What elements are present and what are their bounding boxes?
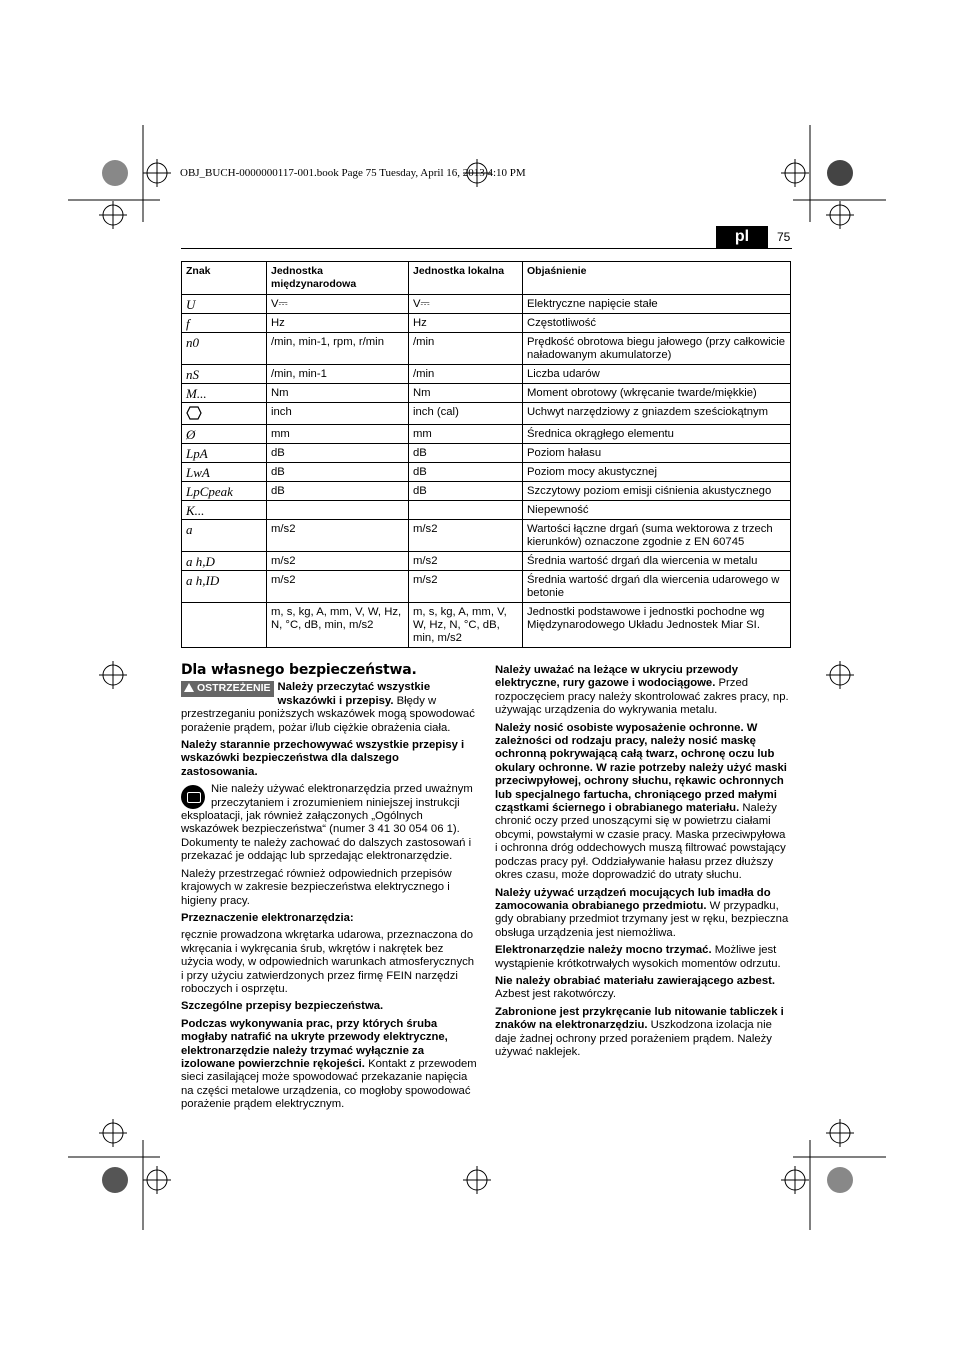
- table-row: [182, 571, 791, 603]
- table-row: [182, 365, 791, 384]
- table-cell: Poziom hałasu: [523, 444, 791, 463]
- paragraph: Należy starannie przechowywać wszystkie przepisy i wskazówki bezpieczeństwa dla dalszego zastosowania.: [181, 739, 465, 778]
- table-cell: m, s, kg, A, mm, V, W, Hz, N, °C, dB, min, m/s2: [267, 603, 409, 648]
- page-number: 75: [777, 230, 791, 244]
- table-header-cell: Objaśnienie: [523, 262, 791, 295]
- table-cell: Hz: [409, 314, 523, 333]
- table-cell: dB: [409, 444, 523, 463]
- table-cell: dB: [409, 482, 523, 501]
- table-header-row: [182, 262, 791, 295]
- table-cell: /min: [409, 365, 523, 384]
- table-cell: Niepewność: [523, 501, 791, 520]
- table-row: [182, 520, 791, 552]
- table-cell: n0: [182, 333, 267, 365]
- warning-paragraph: OSTRZEŻENIE Należy przeczytać wszystkie wskazówki i przepisy. Błędy w przestrzeganiu poniższych wskazówek mogą spowodować porażenie prądem, pożar i/lub ciężkie obrażenia ciała.: [181, 681, 475, 734]
- table-cell: nS: [182, 365, 267, 384]
- table-row: [182, 425, 791, 444]
- table-cell: dB: [267, 482, 409, 501]
- right-column: [495, 664, 791, 1063]
- language-badge: pl: [716, 226, 768, 248]
- header-rule: [181, 248, 792, 249]
- table-cell: Średnia wartość drgań dla wiercenia udarowego w betonie: [523, 571, 791, 603]
- table-row: [182, 314, 791, 333]
- table-cell: LpA: [182, 444, 267, 463]
- table-cell: m/s2: [409, 571, 523, 603]
- paragraph: Podczas wykonywania prac, przy których śruba mogłaby natrafić na ukryte przewody elektryczne, elektronarzędzie należy trzymać wyłącznie za izolowane powierzchnie rękojeści. Kontakt z przewodem sieci zasilającej może spowodować przekazanie napięcia na części metalowe urządzenia, co mogłoby spowodować porażenie prądem elektrycznym.: [181, 1017, 477, 1111]
- table-cell: mm: [267, 425, 409, 444]
- read-manual-icon: [181, 785, 205, 809]
- table-cell: m/s2: [267, 552, 409, 571]
- table-cell: m/s2: [267, 571, 409, 603]
- table-header-cell: Jednostka lokalna: [409, 262, 523, 295]
- table-cell: LpCpeak: [182, 482, 267, 501]
- table-cell: Ø: [182, 425, 267, 444]
- table-cell: mm: [409, 425, 523, 444]
- table-cell: m/s2: [409, 520, 523, 552]
- table-cell: dB: [409, 463, 523, 482]
- table-cell: Częstotliwość: [523, 314, 791, 333]
- paragraph: Należy przestrzegać również odpowiednich przepisów krajowych w zakresie bezpieczeństwa elektrycznego i higieny pracy.: [181, 867, 452, 907]
- table-cell: K...: [182, 501, 267, 520]
- table-cell: V⎓: [267, 295, 409, 314]
- table-cell: inch (cal): [409, 403, 523, 425]
- table-cell: /min, min-1: [267, 365, 409, 384]
- table-cell: /min: [409, 333, 523, 365]
- table-cell: LwA: [182, 463, 267, 482]
- warning-triangle-icon: [184, 683, 194, 692]
- table-cell: [182, 603, 267, 648]
- subheading: Szczególne przepisy bezpieczeństwa.: [181, 1000, 384, 1013]
- warning-label: OSTRZEŻENIE: [181, 681, 274, 696]
- table-row: [182, 295, 791, 314]
- table-cell: Wartości łączne drgań (suma wektorowa z trzech kierunków) oznaczone zgodnie z EN 60745: [523, 520, 791, 552]
- table-cell: [182, 403, 267, 425]
- hexagon-icon: [186, 406, 202, 420]
- paragraph: ręcznie prowadzona wkrętarka udarowa, przeznaczona do wkręcania i wykręcania śrub, wkrętów i nakrętek bez użycia wody, w odpowiednich warunkach atmosferycznych i przy użyciu zatwierdzonych przez firmę FEIN narzędzi roboczych i osprzętu.: [181, 929, 475, 995]
- table-cell: Elektryczne napięcie stałe: [523, 295, 791, 314]
- table-cell: m/s2: [267, 520, 409, 552]
- paragraph: Elektronarzędzie należy mocno trzymać. Możliwe jest wystąpienie krótkotrwałych wysokich momentów odrzutu.: [495, 944, 781, 970]
- table-row: [182, 603, 791, 648]
- table-cell: Liczba udarów: [523, 365, 791, 384]
- table-cell: [409, 501, 523, 520]
- table-cell: f: [182, 314, 267, 333]
- table-cell: V⎓: [409, 295, 523, 314]
- table-cell: a: [182, 520, 267, 552]
- table-cell: Poziom mocy akustycznej: [523, 463, 791, 482]
- table-cell: Średnia wartość drgań dla wiercenia w metalu: [523, 552, 791, 571]
- table-cell: dB: [267, 463, 409, 482]
- paragraph: Należy uważać na leżące w ukryciu przewody elektryczne, rury gazowe i wodociągowe. Przed rozpoczęciem pracy należy skontrolować zakres pracy, np. używając urządzenia do wykrywania metalu.: [495, 664, 789, 717]
- table-cell: Uchwyt narzędziowy z gniazdem sześciokątnym: [523, 403, 791, 425]
- table-cell: Szczytowy poziom emisji ciśnienia akustycznego: [523, 482, 791, 501]
- table-cell: a h,ID: [182, 571, 267, 603]
- table-cell: a h,D: [182, 552, 267, 571]
- table-cell: Moment obrotowy (wkręcanie twarde/miękkie): [523, 384, 791, 403]
- table-row: [182, 482, 791, 501]
- table-row: [182, 403, 791, 425]
- symbols-table: [181, 261, 791, 648]
- table-cell: Prędkość obrotowa biegu jałowego (przy całkowicie naładowanym akumulatorze): [523, 333, 791, 365]
- table-row: [182, 501, 791, 520]
- section-heading: Dla własnego bezpieczeństwa.: [181, 662, 417, 678]
- table-cell: m/s2: [409, 552, 523, 571]
- table-cell: Hz: [267, 314, 409, 333]
- table-header-cell: Jednostka międzynarodowa: [267, 262, 409, 295]
- table-cell: m, s, kg, A, mm, V, W, Hz, N, °C, dB, min, m/s2: [409, 603, 523, 648]
- table-header-cell: Znak: [182, 262, 267, 295]
- paragraph: Należy nosić osobiste wyposażenie ochronne. W zależności od rodzaju pracy, należy nosić maskę ochronną pokrywającą całą twarz, ochronę oczu lub okulary ochronne. W razie potrzeby należy użyć maski przeciwpyłowej, ochrony słuchu, rękawic ochronnych lub specjalnego fartucha, chroniącego przed małymi cząstkami ściernego i obrabianego materiału. Należy chronić oczy przed unoszącymi się w powietrzu ciałami obcymi, powstałymi w czasie pracy. Maska przeciwpyłowa i ochronna dróg oddechowych muszą filtrować powstający podczas pracy pył. Oddziaływanie hałasu przez dłuższy okres czasu, może doprowadzić do utraty słuchu.: [495, 721, 787, 882]
- table-cell: Jednostki podstawowe i jednostki pochodne wg Międzynarodowego Układu Jednostek Miar SI.: [523, 603, 791, 648]
- table-row: [182, 444, 791, 463]
- table-cell: M...: [182, 384, 267, 403]
- table-row: [182, 333, 791, 365]
- table-cell: Nm: [409, 384, 523, 403]
- manual-paragraph: Nie należy używać elektronarzędzia przed uważnym przeczytaniem i zrozumieniem niniejszej instrukcji eksploatacji, jak również załączonych „Ogólnych wskazówek bezpieczeństwa“ (numer 3 41 30 054 06 1). Dokumenty te należy zachować do dalszych zastosowań i przekazać je oddając lub sprzedając elektronarzędzie.: [181, 783, 473, 863]
- print-header: OBJ_BUCH-0000000117-001.book Page 75 Tuesday, April 16, 2013 4:10 PM: [180, 167, 526, 179]
- subheading: Przeznaczenie elektronarzędzia:: [181, 911, 354, 924]
- table-cell: /min, min-1, rpm, r/min: [267, 333, 409, 365]
- table-cell: [267, 501, 409, 520]
- paragraph: Zabronione jest przykręcanie lub nitowanie tabliczek i znaków na elektronarzędziu. Uszkodzona izolacja nie daje żadnej ochrony przed porażeniem prądem. Należy używać naklejek.: [495, 1005, 784, 1058]
- paragraph: Należy używać urządzeń mocujących lub imadła do zamocowania obrabianego przedmiotu. W przypadku, gdy obrabiany przedmiot trzymany jest w ręku, bezpieczna obsługa urządzenia jest niemożliwa.: [495, 886, 789, 939]
- table-cell: U: [182, 295, 267, 314]
- table-cell: inch: [267, 403, 409, 425]
- left-column: [181, 664, 477, 1116]
- table-row: [182, 552, 791, 571]
- table-cell: Nm: [267, 384, 409, 403]
- table-cell: Średnica okrągłego elementu: [523, 425, 791, 444]
- table-row: [182, 384, 791, 403]
- table-cell: dB: [267, 444, 409, 463]
- table-row: [182, 463, 791, 482]
- paragraph: Nie należy obrabiać materiału zawierającego azbest. Azbest jest rakotwórczy.: [495, 974, 776, 1001]
